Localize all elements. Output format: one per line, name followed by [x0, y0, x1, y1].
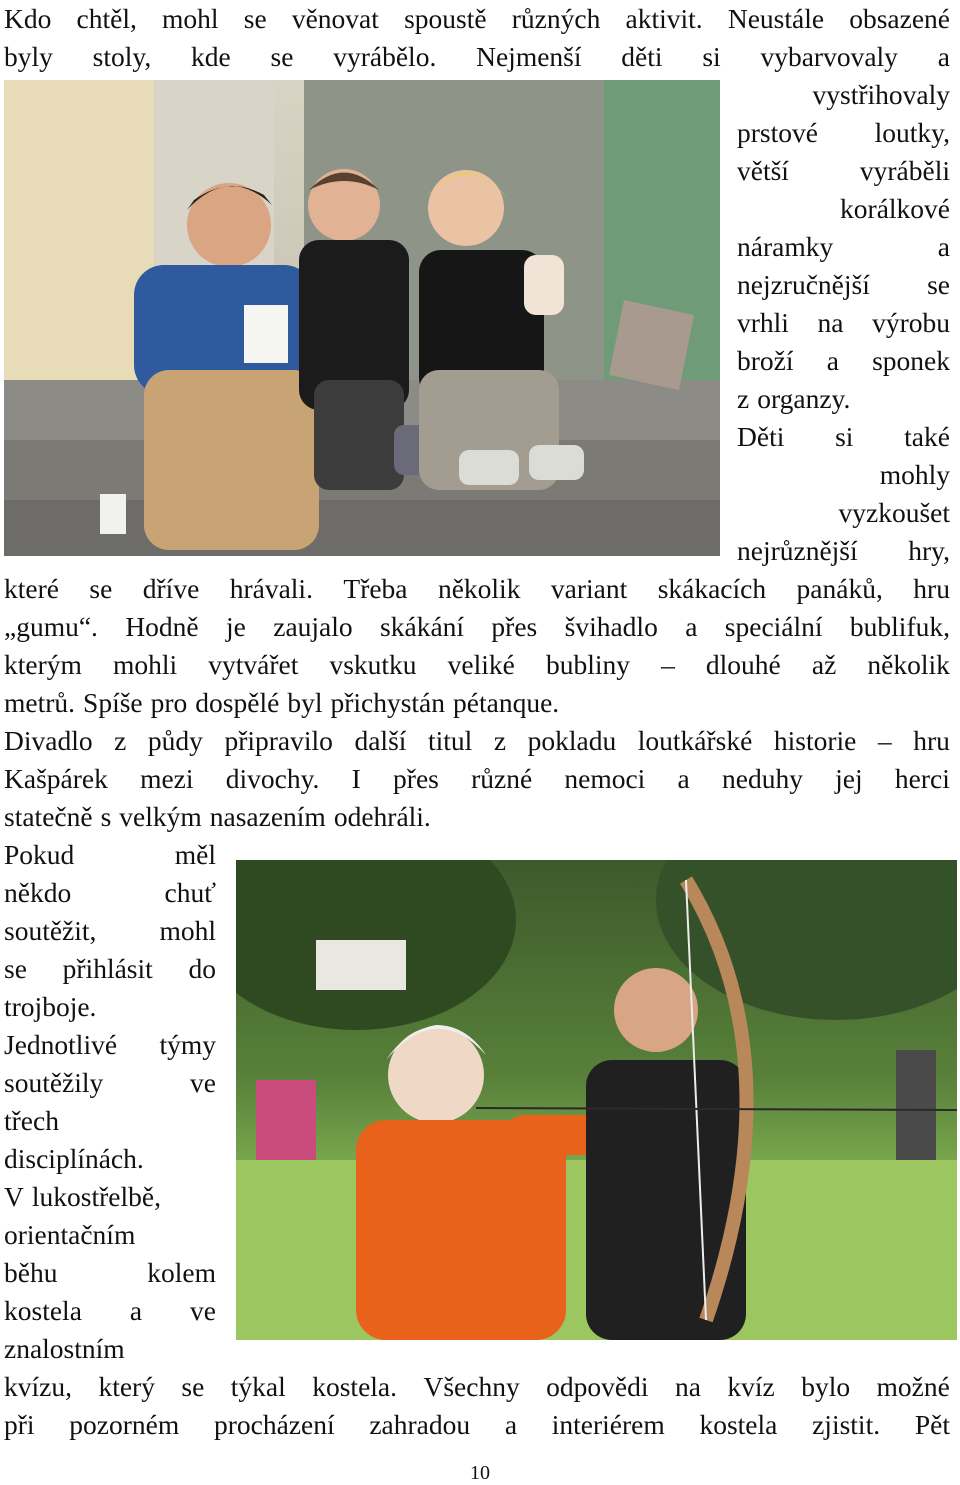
word: dlouhé: [705, 649, 781, 680]
word: je: [226, 611, 246, 642]
text-line: [4, 0, 950, 38]
text-line: [737, 532, 950, 570]
word: mezi: [140, 763, 194, 794]
word: Hodně: [125, 611, 199, 642]
text-line: [4, 1254, 216, 1292]
word: si: [835, 421, 854, 452]
word: hrávali.: [229, 573, 313, 604]
word: mohli: [113, 649, 178, 680]
word: Nejmenší: [476, 41, 582, 72]
word: několik: [437, 573, 521, 604]
text-line: [4, 684, 950, 722]
boy3-shoe-right: [529, 445, 584, 480]
word: veliké: [447, 649, 515, 680]
word: kolem: [147, 1257, 216, 1288]
text-line: [4, 1406, 950, 1444]
word: si: [702, 41, 721, 72]
word: trojboje.: [4, 991, 97, 1022]
word: se: [89, 573, 113, 604]
word: možné: [876, 1371, 950, 1402]
text-line: [737, 228, 950, 266]
word: půdy: [147, 725, 203, 756]
word: byl: [287, 687, 323, 718]
word: chtěl,: [76, 3, 137, 34]
word: „gumu“.: [4, 611, 98, 642]
word: větší: [737, 155, 789, 186]
word: herci: [894, 763, 950, 794]
word: a: [685, 611, 698, 642]
word: nejrůznější: [737, 535, 858, 566]
text-line: [4, 570, 950, 608]
word: pokladu: [527, 725, 617, 756]
word: Třeba: [343, 573, 408, 604]
brick: [609, 300, 694, 390]
word: bylo: [801, 1371, 851, 1402]
text-line: [737, 494, 950, 532]
text-line: [4, 1216, 216, 1254]
word: do: [188, 953, 216, 984]
word: s: [100, 801, 112, 832]
word: metrů.: [4, 687, 76, 718]
word: a: [677, 763, 690, 794]
word: velkým: [119, 801, 202, 832]
word: zahradou: [369, 1409, 471, 1440]
text-line: [4, 798, 950, 836]
word: soutěžily: [4, 1067, 104, 1098]
text-line: [737, 266, 950, 304]
text-line: [4, 38, 950, 76]
word: soutěžit,: [4, 915, 97, 946]
photo-children-on-steps: [4, 80, 720, 556]
word: kostela.: [312, 1371, 398, 1402]
word: různé: [471, 763, 533, 794]
word: Jednotlivé: [4, 1029, 118, 1060]
word: přes: [491, 611, 538, 642]
word: loutky,: [874, 117, 950, 148]
word: vrhli: [737, 307, 789, 338]
word: Všechny: [423, 1371, 520, 1402]
word: vyráběli: [859, 155, 950, 186]
word: statečně: [4, 801, 93, 832]
word: nasazením: [209, 801, 326, 832]
word: nemoci: [564, 763, 646, 794]
boy1-head: [187, 183, 271, 267]
word: vyzkoušet: [838, 497, 950, 528]
word: Děti: [737, 421, 785, 452]
word: přihlásit: [62, 953, 153, 984]
arrow: [476, 1108, 957, 1110]
word: přichystán: [330, 687, 446, 718]
word: lukostřelbě,: [31, 1181, 161, 1212]
word: interiérem: [551, 1409, 665, 1440]
text-line: [4, 1368, 950, 1406]
word: který: [98, 1371, 155, 1402]
text-line: [4, 760, 950, 798]
background-building: [316, 940, 406, 990]
text-line: [737, 152, 950, 190]
word: odehráli.: [333, 801, 431, 832]
word: zjistit.: [812, 1409, 881, 1440]
word: kvízu,: [4, 1371, 72, 1402]
text-line: [4, 912, 216, 950]
word: vskutku: [329, 649, 417, 680]
word: speciální: [724, 611, 823, 642]
wall-pillar: [4, 80, 154, 410]
word: hru: [913, 573, 950, 604]
word: švihadlo: [564, 611, 658, 642]
word: loutkářské: [637, 725, 753, 756]
text-line: [737, 456, 950, 494]
word: znalostním: [4, 1333, 125, 1364]
word: běhu: [4, 1257, 58, 1288]
word: divochy.: [225, 763, 320, 794]
word: byly: [4, 41, 53, 72]
text-line: [737, 190, 950, 228]
word: dříve: [142, 573, 200, 604]
word: disciplínách.: [4, 1143, 144, 1174]
word: jej: [835, 763, 863, 794]
word: sponek: [872, 345, 950, 376]
word: Pokud: [4, 839, 75, 870]
word: Pět: [914, 1409, 950, 1440]
word: pro: [150, 687, 188, 718]
text-line: [4, 722, 950, 760]
word: bublifuk,: [849, 611, 950, 642]
photo-archery-illustration: [236, 860, 957, 1340]
text-line: [737, 380, 950, 418]
word: spoustě: [404, 3, 487, 34]
word: kvíz: [727, 1371, 775, 1402]
word: se: [4, 953, 27, 984]
text-line: [4, 1178, 216, 1216]
boy3-head: [428, 170, 504, 246]
word: skákání: [380, 611, 465, 642]
word: vytvářet: [208, 649, 299, 680]
text-line: [4, 1292, 216, 1330]
word: zaujalo: [273, 611, 353, 642]
word: kostela: [699, 1409, 778, 1440]
text-line: [4, 988, 216, 1026]
word: na: [674, 1371, 701, 1402]
word: třech: [4, 1105, 59, 1136]
word: přes: [393, 763, 439, 794]
word: –: [877, 725, 892, 756]
man-shirt: [586, 1060, 746, 1340]
word: broží: [737, 345, 794, 376]
word: Divadlo: [4, 725, 93, 756]
word: na: [817, 307, 844, 338]
word: stoly,: [92, 41, 152, 72]
word: skákacích: [657, 573, 767, 604]
word: Spíše: [83, 687, 143, 718]
word: děti: [621, 41, 663, 72]
page-number: 10: [470, 1462, 490, 1484]
word: týmy: [159, 1029, 216, 1060]
word: měl: [174, 839, 216, 870]
photo-archery: [236, 860, 957, 1340]
word: neduhy: [721, 763, 803, 794]
word: a: [937, 231, 950, 262]
boy1-paper: [244, 305, 288, 363]
boy1-trousers: [144, 370, 319, 550]
word: korálkové: [840, 193, 950, 224]
word: panáků,: [796, 573, 883, 604]
word: hru: [913, 725, 950, 756]
boy3-shoe-left: [459, 450, 519, 485]
boy2-trousers: [314, 380, 404, 490]
word: aktivit.: [625, 3, 703, 34]
text-line: [4, 646, 950, 684]
word: Kašpárek: [4, 763, 108, 794]
word: Kdo: [4, 3, 52, 34]
word: výrobu: [872, 307, 950, 338]
background-person: [896, 1050, 936, 1160]
word: pozorném: [69, 1409, 180, 1440]
word: ve: [190, 1295, 216, 1326]
photo-children-illustration: [4, 80, 720, 556]
word: ve: [190, 1067, 216, 1098]
word: z: [737, 383, 750, 414]
text-line: [4, 1064, 216, 1102]
word: V: [4, 1181, 24, 1212]
text-line: [737, 418, 950, 456]
word: náramky: [737, 231, 834, 262]
word: se: [181, 1371, 205, 1402]
text-line: [737, 304, 950, 342]
word: organzy.: [757, 383, 851, 414]
word: týkal: [230, 1371, 286, 1402]
word: vyrábělo.: [333, 41, 437, 72]
word: –: [661, 649, 675, 680]
word: pétanque.: [453, 687, 560, 718]
word: I: [351, 763, 361, 794]
word: až: [811, 649, 837, 680]
word: a: [937, 41, 950, 72]
text-line: [737, 342, 950, 380]
word: se: [927, 269, 950, 300]
word: nejzručnější: [737, 269, 870, 300]
word: variant: [550, 573, 628, 604]
text-line: [4, 836, 216, 874]
word: které: [4, 573, 59, 604]
word: se: [270, 41, 294, 72]
word: vystřihovaly: [812, 79, 950, 110]
word: hry,: [908, 535, 950, 566]
word: věnovat: [291, 3, 379, 34]
word: prstové: [737, 117, 818, 148]
word: se: [243, 3, 267, 34]
word: také: [904, 421, 950, 452]
text-line: [4, 1330, 216, 1368]
word: a: [826, 345, 839, 376]
text-line: [4, 608, 950, 646]
word: procházení: [213, 1409, 335, 1440]
word: a: [504, 1409, 518, 1440]
word: orientačním: [4, 1219, 136, 1250]
word: obsazené: [849, 3, 950, 34]
word: chuť: [164, 877, 216, 908]
word: mohly: [879, 459, 950, 490]
word: několik: [867, 649, 950, 680]
word: a: [129, 1295, 143, 1326]
word: při: [4, 1409, 35, 1440]
word: připravilo: [224, 725, 333, 756]
text-line: [737, 76, 950, 114]
word: z: [114, 725, 127, 756]
word: odpovědi: [546, 1371, 649, 1402]
word: vybarvovaly: [760, 41, 898, 72]
text-line: [4, 950, 216, 988]
word: Neustále: [727, 3, 825, 34]
word: kterým: [4, 649, 82, 680]
word: další: [354, 725, 407, 756]
word: různých: [511, 3, 601, 34]
tree-right: [656, 860, 957, 1020]
word: historie: [773, 725, 857, 756]
word: někdo: [4, 877, 72, 908]
text-line: [4, 1140, 216, 1178]
text-line: [737, 114, 950, 152]
background-people: [256, 1080, 316, 1160]
word: titul: [427, 725, 473, 756]
man-head: [614, 968, 698, 1052]
paper-cup: [100, 494, 126, 534]
boy3-bandage: [524, 255, 564, 315]
text-line: [4, 1102, 216, 1140]
text-line: [4, 1026, 216, 1064]
word: mohl: [162, 3, 219, 34]
word: mohl: [159, 915, 216, 946]
word: z: [493, 725, 507, 756]
word: kostela: [4, 1295, 82, 1326]
word: dospělé: [195, 687, 280, 718]
text-line: [4, 874, 216, 912]
word: bubliny: [545, 649, 630, 680]
word: kde: [191, 41, 231, 72]
